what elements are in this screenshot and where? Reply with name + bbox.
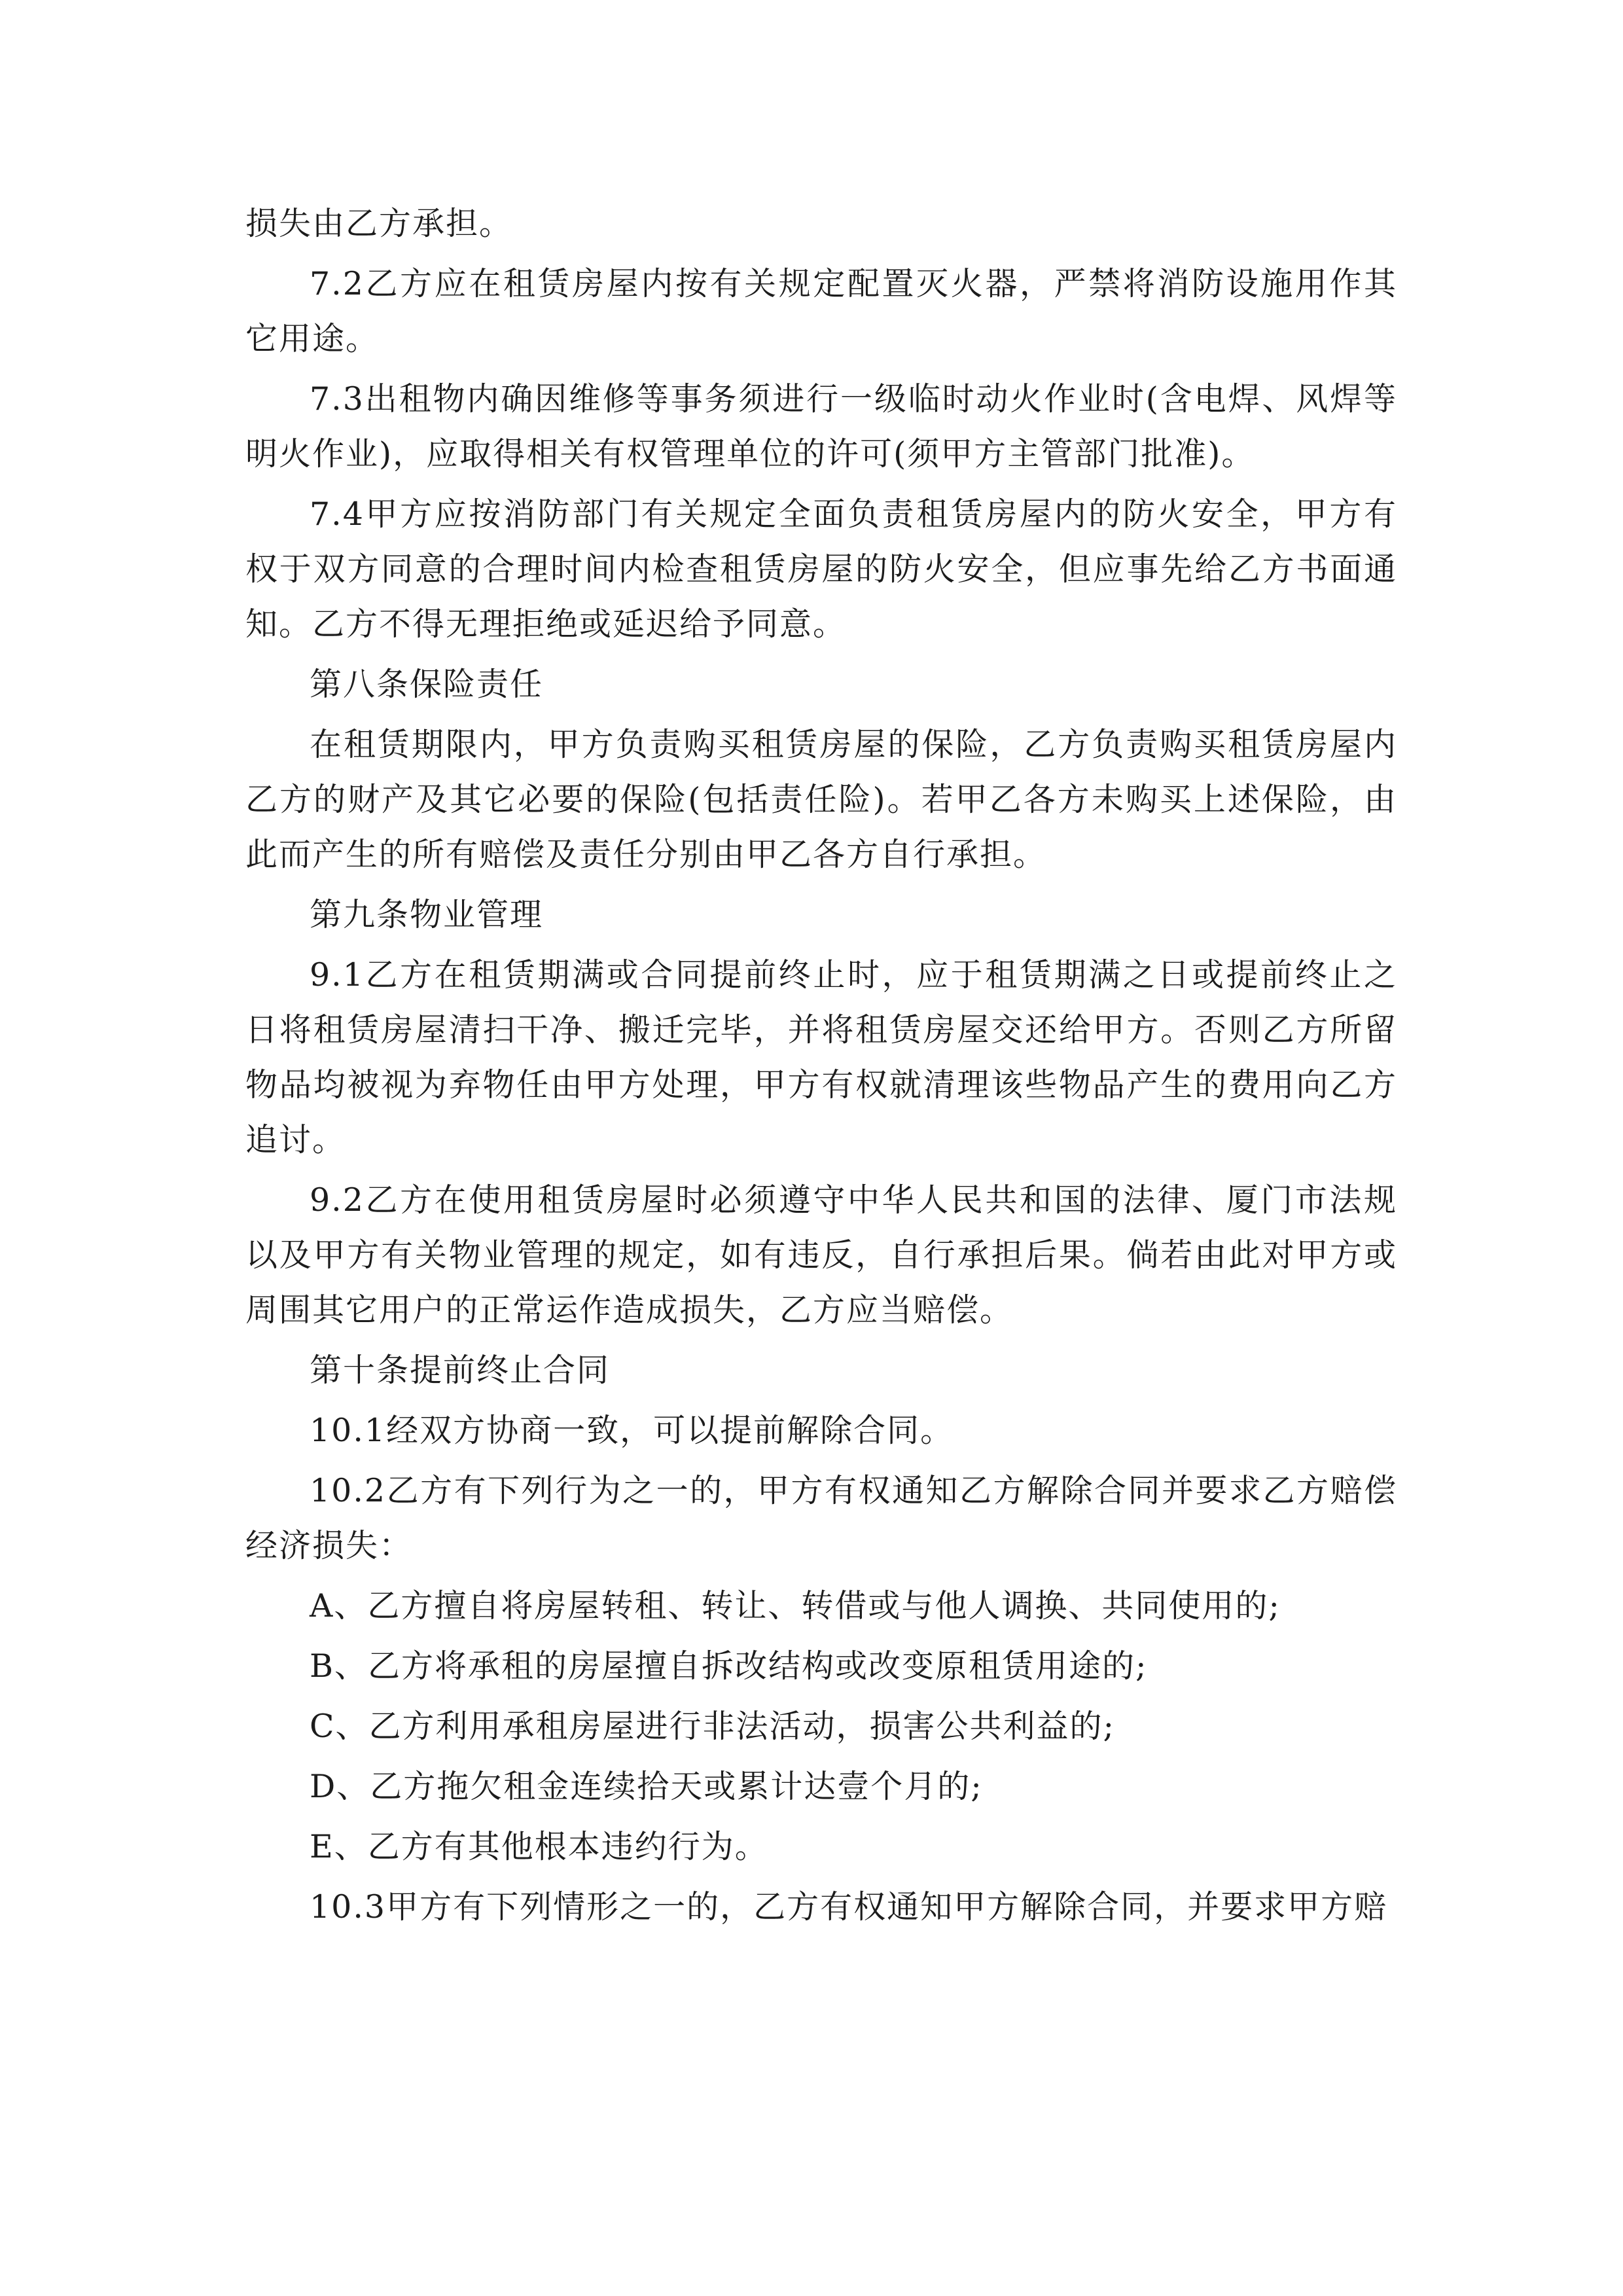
clause-7-3: 7.3出租物内确因维修等事务须进行一级临时动火作业时(含电焊、风焊等明火作业)，应取得相关有权管理单位的许可(须甲方主管部门批准)。 bbox=[245, 380, 1397, 473]
clause-9-1: 9.1乙方在租赁期满或合同提前终止时，应于租赁期满之日或提前终止之日将租赁房屋清扫干净、搬迁完毕，并将租赁房屋交还给甲方。否则乙方所留物品均被视为弃物任由甲方处理，甲方有权就清理该些物品产生的费用向乙方追讨。 bbox=[245, 956, 1397, 1158]
clause-7-2: 7.2乙方应在租赁房屋内按有关规定配置灭火器，严禁将消防设施用作其它用途。 bbox=[245, 265, 1397, 357]
section-heading-10: 第十条提前终止合同 bbox=[310, 1352, 611, 1389]
section-heading-9: 第九条物业管理 bbox=[310, 896, 544, 933]
clause-8-insurance: 在租赁期限内，甲方负责购买租赁房屋的保险，乙方负责购买租赁房屋内乙方的财产及其它必要的保险(包括责任险)。若甲乙各方未购买上述保险，由此而产生的所有赔偿及责任分别由甲乙各方自行承担。 bbox=[245, 726, 1397, 873]
clause-10-3: 10.3甲方有下列情形之一的，乙方有权通知甲方解除合同，并要求甲方赔 bbox=[310, 1888, 1388, 1926]
clause-10-2: 10.2乙方有下列行为之一的，甲方有权通知乙方解除合同并要求乙方赔偿经济损失： bbox=[245, 1472, 1397, 1564]
paragraph-loss-borne: 损失由乙方承担。 bbox=[245, 205, 513, 242]
document-body bbox=[245, 196, 1397, 1940]
item-b: B、乙方将承租的房屋擅自拆改结构或改变原租赁用途的; bbox=[310, 1647, 1148, 1685]
section-heading-8: 第八条保险责任 bbox=[310, 666, 544, 703]
item-d: D、乙方拖欠租金连续拾天或累计达壹个月的; bbox=[310, 1768, 983, 1805]
item-c: C、乙方利用承租房屋进行非法活动，损害公共利益的; bbox=[310, 1708, 1116, 1745]
clause-10-1: 10.1经双方协商一致，可以提前解除合同。 bbox=[310, 1412, 954, 1449]
clause-9-2: 9.2乙方在使用租赁房屋时必须遵守中华人民共和国的法律、厦门市法规以及甲方有关物业管理的规定，如有违反，自行承担后果。倘若由此对甲方或周围其它用户的正常运作造成损失，乙方应当赔偿。 bbox=[245, 1181, 1397, 1329]
clause-7-4: 7.4甲方应按消防部门有关规定全面负责租赁房屋内的防火安全，甲方有权于双方同意的合理时间内检查租赁房屋的防火安全，但应事先给乙方书面通知。乙方不得无理拒绝或延迟给予同意。 bbox=[245, 495, 1397, 643]
item-e: E、乙方有其他根本违约行为。 bbox=[310, 1828, 768, 1865]
item-a: A、乙方擅自将房屋转租、转让、转借或与他人调换、共同使用的; bbox=[310, 1587, 1281, 1624]
